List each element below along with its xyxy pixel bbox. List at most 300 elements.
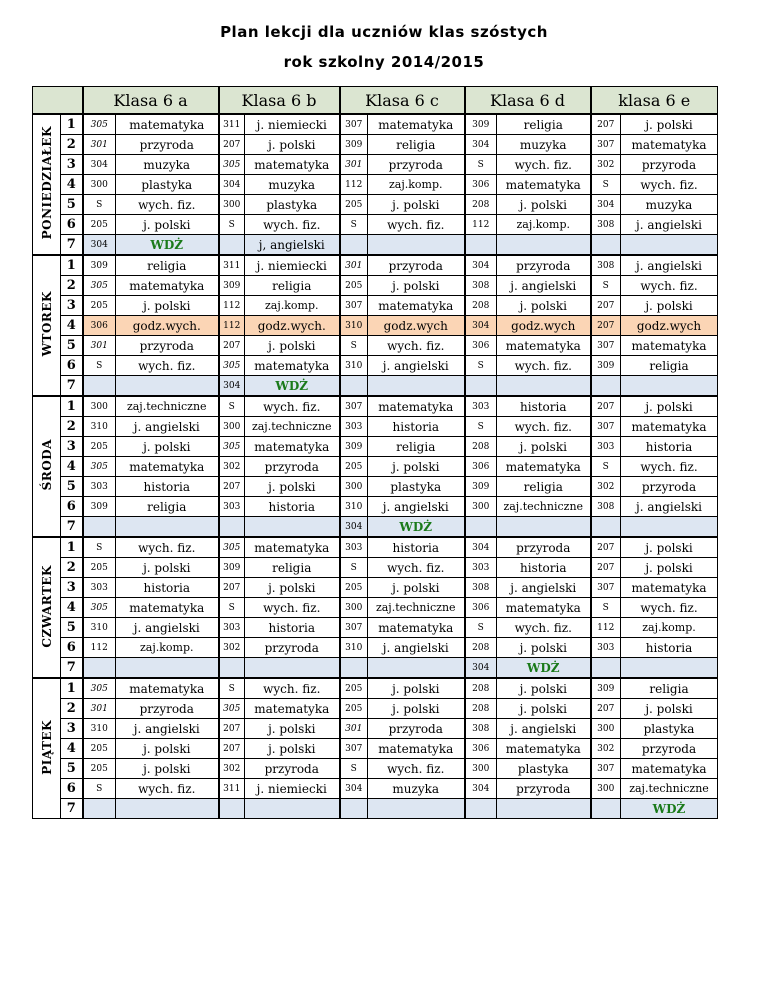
subject-cell: WDŻ [368,517,465,538]
room-cell: S [83,779,116,799]
subject-cell: j. angielski [368,638,465,658]
subject-cell: przyroda [116,135,219,155]
room-cell [83,799,116,819]
room-cell: 207 [591,396,621,417]
subject-cell: j. polski [116,739,219,759]
lesson-row [33,316,718,336]
lesson-row [33,437,718,457]
lesson-row [33,276,718,296]
subject-cell: j. polski [116,296,219,316]
subject-cell: matematyka [368,296,465,316]
room-cell: 304 [465,316,497,336]
room-cell: 307 [591,417,621,437]
room-cell: 304 [465,537,497,558]
lesson-row [33,457,718,477]
subject-cell: wych. fiz. [245,396,340,417]
subject-cell [497,799,591,819]
room-cell: 307 [340,114,368,135]
subject-cell: j. angielski [497,719,591,739]
room-cell: 306 [465,598,497,618]
room-cell: 309 [83,497,116,517]
subject-cell: matematyka [497,175,591,195]
room-cell: 303 [219,497,245,517]
lesson-number: 3 [61,296,83,316]
subject-cell: przyroda [621,477,718,497]
lesson-number: 6 [61,497,83,517]
room-cell: 301 [83,336,116,356]
lesson-row [33,296,718,316]
subject-cell [368,658,465,679]
room-cell [340,376,368,397]
subject-cell: historia [245,618,340,638]
subject-cell: matematyka [245,155,340,175]
lesson-number: 4 [61,598,83,618]
subject-cell: j. angielski [116,618,219,638]
lesson-number: 4 [61,175,83,195]
subject-cell: muzyka [621,195,718,215]
lesson-row [33,779,718,799]
room-cell: 311 [219,114,245,135]
subject-cell: wych. fiz. [621,175,718,195]
room-cell: 301 [340,719,368,739]
room-cell [219,517,245,538]
room-cell: 306 [83,316,116,336]
subject-cell: j. angielski [368,497,465,517]
room-cell [591,376,621,397]
room-cell: S [83,195,116,215]
room-cell: 303 [591,638,621,658]
lesson-row [33,759,718,779]
room-cell [465,517,497,538]
subject-cell: plastyka [621,719,718,739]
room-cell: 205 [340,578,368,598]
room-cell: 309 [591,678,621,699]
day-label [33,537,61,678]
room-cell: 300 [219,417,245,437]
subject-cell: muzyka [245,175,340,195]
room-cell: 302 [219,638,245,658]
room-cell [340,235,368,256]
subject-cell: j. polski [621,114,718,135]
lesson-number: 2 [61,135,83,155]
room-cell: 205 [340,678,368,699]
lesson-row [33,799,718,819]
subject-cell: j. polski [497,296,591,316]
subject-cell [621,235,718,256]
lesson-row [33,195,718,215]
subject-cell: matematyka [368,739,465,759]
subject-cell: historia [368,537,465,558]
room-cell: S [465,356,497,376]
room-cell: 302 [591,155,621,175]
subject-cell: j. polski [245,135,340,155]
header [0,20,768,80]
room-cell: 205 [83,215,116,235]
subject-cell: historia [497,558,591,578]
room-cell [219,235,245,256]
lesson-row [33,699,718,719]
lesson-number: 3 [61,155,83,175]
room-cell [83,658,116,679]
subject-cell: przyroda [621,739,718,759]
subject-cell: przyroda [368,719,465,739]
subject-cell: godz.wych. [116,316,219,336]
lesson-number: 7 [61,376,83,397]
room-cell: 307 [591,578,621,598]
subject-cell: j. polski [368,699,465,719]
room-cell: 205 [83,437,116,457]
day-label [33,114,61,255]
room-cell: 207 [591,114,621,135]
subject-cell: muzyka [368,779,465,799]
room-cell: 300 [591,719,621,739]
subject-cell [368,799,465,819]
subject-cell: matematyka [116,276,219,296]
lesson-row [33,235,718,256]
subject-cell: j. polski [621,537,718,558]
page-subtitle: rok szkolny 2014/2015 [283,53,485,71]
subject-cell: plastyka [245,195,340,215]
subject-cell: zaj.komp. [116,638,219,658]
subject-cell: wych. fiz. [116,779,219,799]
day-name: PONIEDZIAŁEK [39,126,54,240]
subject-cell: plastyka [116,175,219,195]
room-cell: 302 [219,759,245,779]
subject-cell: zaj.techniczne [116,396,219,417]
room-cell: 208 [465,437,497,457]
lesson-number: 1 [61,255,83,276]
subject-cell: j. niemiecki [245,779,340,799]
room-cell: S [340,558,368,578]
lesson-number: 2 [61,699,83,719]
room-cell: 301 [340,155,368,175]
lesson-number: 3 [61,719,83,739]
subject-cell: matematyka [497,598,591,618]
subject-cell: j. polski [621,699,718,719]
room-cell: 112 [219,296,245,316]
lesson-row [33,356,718,376]
lesson-row [33,558,718,578]
lesson-row [33,114,718,135]
subject-cell: historia [368,417,465,437]
subject-cell: j. angielski [497,578,591,598]
subject-cell: religia [116,497,219,517]
room-cell: 205 [340,457,368,477]
room-cell: 207 [219,477,245,497]
room-cell: 208 [465,195,497,215]
lesson-number: 3 [61,437,83,457]
room-cell: 208 [465,699,497,719]
subject-cell: j. polski [245,477,340,497]
class-header: Klasa 6 a [83,87,219,115]
lesson-number: 2 [61,558,83,578]
room-cell: 307 [340,618,368,638]
room-cell: 311 [219,255,245,276]
subject-cell: religia [245,558,340,578]
room-cell: 308 [465,578,497,598]
room-cell: 205 [340,699,368,719]
lesson-number: 7 [61,799,83,819]
subject-cell: religia [497,114,591,135]
room-cell: 309 [219,558,245,578]
room-cell: 112 [83,638,116,658]
subject-cell: religia [621,356,718,376]
room-cell: 309 [219,276,245,296]
lesson-row [33,215,718,235]
subject-cell: j. polski [497,678,591,699]
subject-cell: j. polski [497,437,591,457]
subject-cell: religia [116,255,219,276]
day-name: PIĄTEK [39,719,54,775]
room-cell: S [591,276,621,296]
room-cell: 205 [83,296,116,316]
subject-cell: matematyka [245,356,340,376]
subject-cell: wych. fiz. [368,558,465,578]
subject-cell: matematyka [621,578,718,598]
subject-cell: j. polski [368,678,465,699]
room-cell: 303 [465,396,497,417]
room-cell: 303 [219,618,245,638]
lesson-row [33,598,718,618]
subject-cell: WDŻ [621,799,718,819]
lesson-row [33,175,718,195]
room-cell: 310 [83,719,116,739]
lesson-number: 1 [61,396,83,417]
lesson-number: 5 [61,195,83,215]
class-header: Klasa 6 c [340,87,465,115]
subject-cell: zaj.komp. [621,618,718,638]
room-cell: 300 [219,195,245,215]
room-cell: 112 [340,175,368,195]
lesson-row [33,336,718,356]
room-cell: 306 [465,175,497,195]
subject-cell [116,517,219,538]
room-cell: 304 [591,195,621,215]
subject-cell: przyroda [245,759,340,779]
room-cell: 308 [465,276,497,296]
subject-cell [497,235,591,256]
room-cell: 309 [465,477,497,497]
subject-cell: WDŻ [245,376,340,397]
subject-cell: wych. fiz. [116,537,219,558]
room-cell: 300 [591,779,621,799]
room-cell: 304 [83,155,116,175]
subject-cell: zaj.komp. [368,175,465,195]
subject-cell: matematyka [497,739,591,759]
room-cell: 310 [340,356,368,376]
subject-cell: przyroda [368,155,465,175]
room-cell: S [340,215,368,235]
subject-cell: wych. fiz. [621,457,718,477]
lesson-number: 5 [61,618,83,638]
subject-cell: j, angielski [245,235,340,256]
room-cell: 300 [83,396,116,417]
lesson-number: 2 [61,417,83,437]
lesson-row [33,376,718,397]
subject-cell: matematyka [621,336,718,356]
room-cell [591,658,621,679]
subject-cell [368,376,465,397]
room-cell: 309 [340,437,368,457]
subject-cell: przyroda [245,457,340,477]
room-cell: 305 [219,537,245,558]
subject-cell [368,235,465,256]
day-label [33,678,61,819]
class-header: Klasa 6 d [465,87,591,115]
room-cell: 307 [591,135,621,155]
day-label [33,255,61,396]
lesson-number: 5 [61,336,83,356]
subject-cell: matematyka [116,114,219,135]
room-cell: 305 [219,155,245,175]
lesson-row [33,396,718,417]
subject-cell: matematyka [497,457,591,477]
subject-cell: historia [497,396,591,417]
room-cell [340,658,368,679]
room-cell: 207 [219,719,245,739]
subject-cell: j. polski [497,638,591,658]
subject-cell: matematyka [116,678,219,699]
subject-cell: matematyka [621,759,718,779]
room-cell: S [591,598,621,618]
subject-cell: zaj.komp. [245,296,340,316]
subject-cell: j. polski [621,396,718,417]
subject-cell: j. niemiecki [245,255,340,276]
lesson-row [33,658,718,679]
lesson-number: 4 [61,739,83,759]
room-cell: 205 [83,739,116,759]
subject-cell: godz.wych. [245,316,340,336]
room-cell: 208 [465,296,497,316]
room-cell [219,799,245,819]
subject-cell: przyroda [116,699,219,719]
subject-cell: j. angielski [116,719,219,739]
subject-cell: j. polski [245,739,340,759]
room-cell: 307 [340,296,368,316]
subject-cell: j. polski [621,558,718,578]
room-cell: 305 [219,356,245,376]
subject-cell: historia [116,578,219,598]
room-cell: 310 [340,497,368,517]
room-cell: 205 [83,558,116,578]
room-cell: 302 [591,477,621,497]
subject-cell [116,799,219,819]
subject-cell: przyroda [497,537,591,558]
room-cell: 304 [219,376,245,397]
subject-cell: godz.wych [621,316,718,336]
subject-cell: wych. fiz. [497,356,591,376]
subject-cell: muzyka [497,135,591,155]
subject-cell [497,517,591,538]
room-cell: 303 [340,417,368,437]
lesson-row [33,719,718,739]
lesson-number: 5 [61,759,83,779]
lesson-row [33,537,718,558]
room-cell: 305 [219,437,245,457]
room-cell [340,799,368,819]
room-cell: 308 [591,497,621,517]
subject-cell: zaj.techniczne [497,497,591,517]
room-cell: 301 [83,135,116,155]
subject-cell: zaj.techniczne [621,779,718,799]
lesson-number: 7 [61,235,83,256]
room-cell: S [83,356,116,376]
room-cell: 207 [219,336,245,356]
lesson-number: 6 [61,356,83,376]
room-cell: 311 [219,779,245,799]
class-header: klasa 6 e [591,87,718,115]
room-cell: 205 [83,759,116,779]
subject-cell: matematyka [368,618,465,638]
room-cell: S [219,598,245,618]
room-cell: 304 [465,255,497,276]
lesson-row [33,578,718,598]
subject-cell: historia [621,638,718,658]
subject-cell: matematyka [245,437,340,457]
room-cell: 300 [465,759,497,779]
page-title: Plan lekcji dla uczniów klas szóstych [220,23,548,41]
lesson-number: 6 [61,638,83,658]
subject-cell: j. angielski [116,417,219,437]
room-cell: 306 [465,336,497,356]
room-cell: 310 [340,638,368,658]
subject-cell: przyroda [368,255,465,276]
subject-cell: zaj.techniczne [245,417,340,437]
room-cell: 309 [591,356,621,376]
subject-cell: j. angielski [621,497,718,517]
subject-cell: wych. fiz. [621,598,718,618]
room-cell: 302 [219,457,245,477]
subject-cell: wych. fiz. [116,195,219,215]
class-header-row [33,87,718,115]
room-cell: S [465,417,497,437]
room-cell: 207 [591,537,621,558]
room-cell: 309 [340,135,368,155]
subject-cell: j. niemiecki [245,114,340,135]
room-cell: 112 [465,215,497,235]
room-cell: 208 [465,638,497,658]
room-cell: 207 [591,316,621,336]
lesson-number: 7 [61,517,83,538]
lesson-row [33,417,718,437]
room-cell [591,235,621,256]
lesson-number: 1 [61,678,83,699]
lesson-number: 7 [61,658,83,679]
lesson-row [33,155,718,175]
subject-cell: j. angielski [368,356,465,376]
room-cell: 305 [83,598,116,618]
room-cell: 309 [83,255,116,276]
room-cell: 207 [591,296,621,316]
room-cell: 310 [83,417,116,437]
room-cell: 112 [591,618,621,638]
room-cell [465,799,497,819]
subject-cell: j. angielski [497,276,591,296]
room-cell: 303 [340,537,368,558]
subject-cell: wych. fiz. [245,678,340,699]
subject-cell: wych. fiz. [621,276,718,296]
room-cell [219,658,245,679]
subject-cell: matematyka [497,336,591,356]
subject-cell: zaj.komp. [497,215,591,235]
room-cell: 305 [83,457,116,477]
subject-cell: j. polski [368,276,465,296]
room-cell: 305 [83,114,116,135]
subject-cell [621,376,718,397]
room-cell: 112 [219,316,245,336]
subject-cell: matematyka [621,135,718,155]
subject-cell: j. polski [368,195,465,215]
